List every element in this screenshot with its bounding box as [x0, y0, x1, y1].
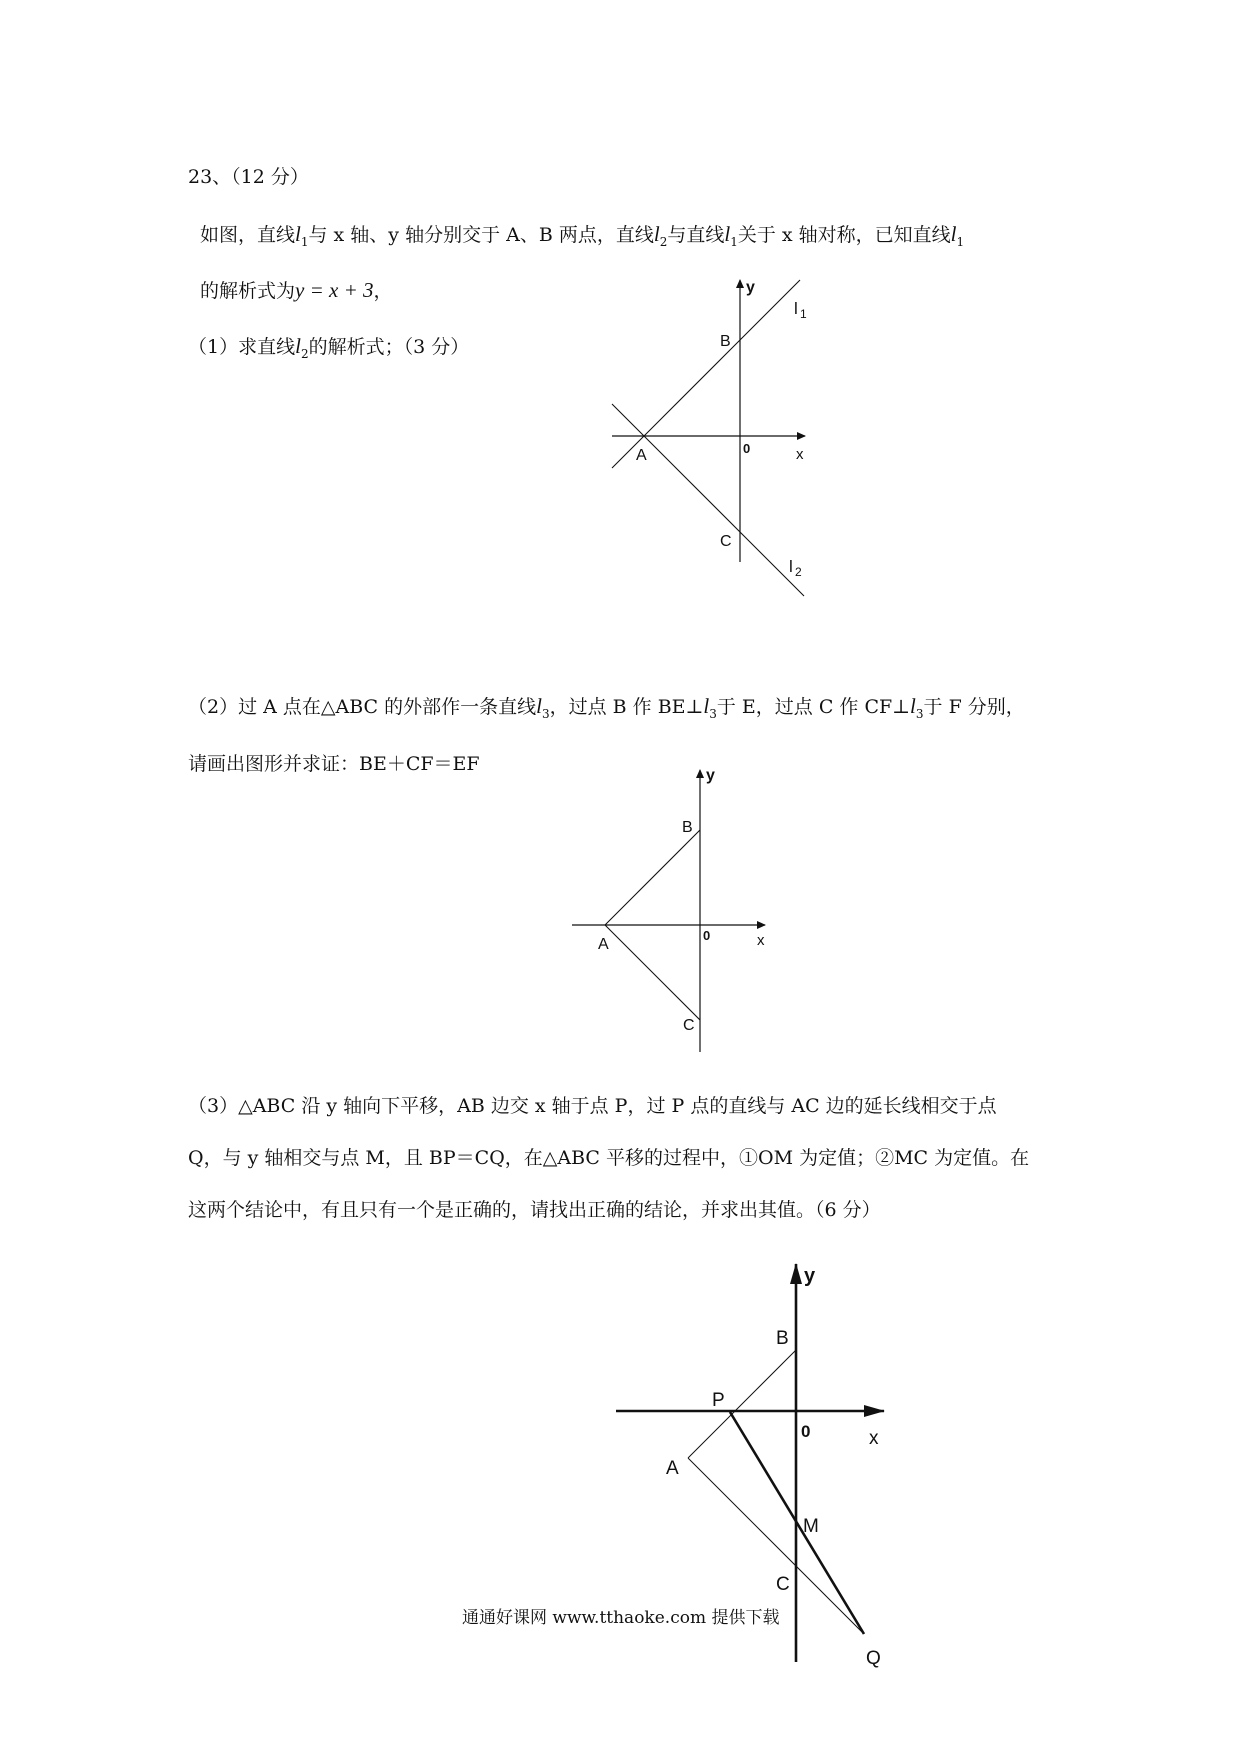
figure2-label-B: B [682, 819, 693, 836]
figure1-label-l1-sub: 1 [800, 307, 807, 321]
figure2-label-x: x [757, 932, 765, 949]
figure1-label-x: x [796, 446, 804, 463]
figure3-label-Q: Q [866, 1648, 881, 1669]
part2-question-line1: （2）过 A 点在△ABC 的外部作一条直线$l_3$，过点 B 作 $BE\perp l_3$于 E，过点 C 作 $CF\perp l_3$于 F 分别， [188, 694, 1025, 721]
figure1-label-l1: l [794, 299, 798, 318]
part3-question-line2: Q，与 y 轴相交与点 M，且 BP＝CQ，在△ABC 平移的过程中，①OM 为定值；②MC 为定值。在 [188, 1147, 1030, 1169]
figure2-label-O: 0 [703, 928, 711, 943]
figure3-label-y: y [804, 1265, 816, 1287]
figure3-label-C: C [776, 1574, 790, 1595]
figure1-label-A: A [636, 447, 647, 464]
problem-title: 23、（12 分） [188, 166, 309, 188]
part3-question-line1: （3）△ABC 沿 y 轴向下平移，AB 边交 x 轴于点 P，过 P 点的直线与 AC 边的延长线相交于点 [188, 1095, 997, 1117]
figure2-diagram [572, 767, 765, 1052]
figure3-label-P: P [712, 1390, 725, 1411]
figure1-label-y: y [746, 279, 755, 296]
figure2-label-y: y [706, 767, 715, 784]
figure2-label-C: C [683, 1017, 695, 1034]
figure1-line-l2 [612, 404, 804, 596]
part2-question-line2: 请画出图形并求证：BE＋CF＝EF [188, 753, 480, 775]
problem-intro-line2: 的解析式为y = x + 3， [200, 278, 393, 302]
figure3-label-O: 0 [801, 1422, 811, 1441]
figure3-segment-AB [688, 1350, 796, 1458]
footer-credit: 通通好课网 www.tthaoke.com 提供下载 [462, 1608, 780, 1628]
figure2-segment-AB [605, 830, 700, 925]
figure3-label-x: x [869, 1428, 879, 1449]
figure1-line-l1 [612, 280, 800, 468]
figure1-diagram [612, 279, 807, 596]
figure2-label-A: A [598, 936, 609, 953]
figure1-label-l2-sub: 2 [795, 565, 802, 579]
figure2-segment-AC [605, 925, 700, 1020]
figure3-label-M: M [803, 1516, 819, 1537]
figure1-label-l2: l [789, 557, 793, 576]
figure3-label-B: B [776, 1328, 789, 1349]
figure3-label-A: A [666, 1458, 679, 1479]
part3-question-line3: 这两个结论中，有且只有一个是正确的，请找出正确的结论，并求出其值。（6 分） [188, 1199, 881, 1221]
part1-question: （1）求直线$l_2$的解析式；（3 分） [188, 334, 470, 361]
problem-intro-line1: 如图，直线$l_1$与 x 轴、y 轴分别交于 A、B 两点，直线$l_2$与直线$l_1$关于 x 轴对称，已知直线$l_1$ [200, 222, 965, 249]
figure1-label-O: 0 [743, 441, 751, 456]
figure1-label-C: C [720, 533, 732, 550]
figure1-label-B: B [720, 333, 731, 350]
